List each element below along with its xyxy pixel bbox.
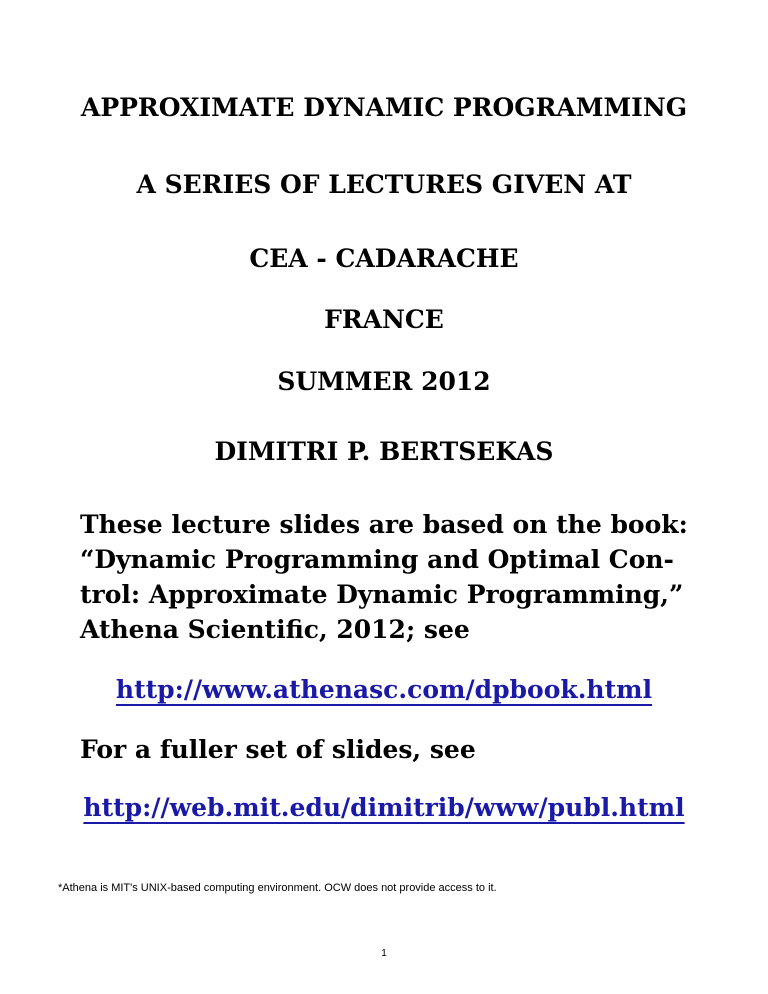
- slide-title: APPROXIMATE DYNAMIC PROGRAMMING: [80, 93, 688, 122]
- page-number: 1: [381, 948, 387, 959]
- slide-subtitle: A SERIES OF LECTURES GIVEN AT: [136, 170, 632, 199]
- venue-text: CEA - CADARACHE: [249, 244, 519, 273]
- slides-link[interactable]: http://web.mit.edu/dimitrib/www/publ.html: [83, 793, 685, 822]
- fuller-set-text: For a fuller set of slides, see: [80, 735, 476, 764]
- based-on-line-4: Athena Scientific, 2012; see: [80, 615, 470, 644]
- date-text: SUMMER 2012: [277, 367, 491, 396]
- book-link[interactable]: http://www.athenasc.com/dpbook.html: [115, 675, 653, 704]
- footnote: *Athena is MIT's UNIX-based computing environment. OCW does not provide access to it.: [58, 882, 497, 894]
- author-name: DIMITRI P. BERTSEKAS: [214, 437, 554, 466]
- based-on-line-1: These lecture slides are based on the book:: [80, 510, 688, 539]
- country-text: FRANCE: [324, 305, 444, 334]
- based-on-line-3: trol: Approximate Dynamic Programming,”: [80, 580, 684, 609]
- book-link-row: [0, 675, 768, 705]
- slides-link-row: [0, 793, 768, 823]
- based-on-line-2: “Dynamic Programming and Optimal Con-: [80, 545, 674, 574]
